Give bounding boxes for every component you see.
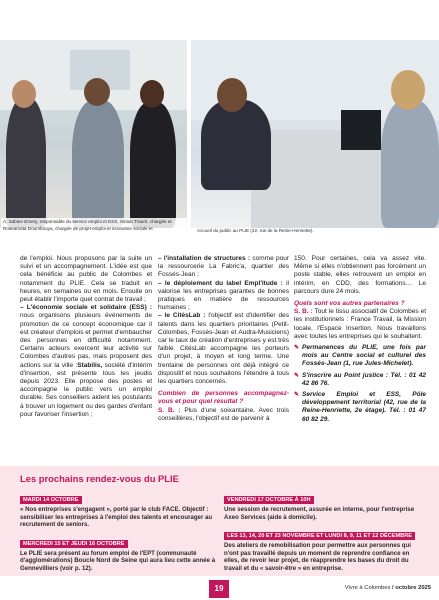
bold-heading: – le déploiement du label Empl'itude : [158, 279, 283, 287]
paragraph: 150. Pour certaines, cela va assez vite. Même si elles n'obtiennent pas forcément un poste stable, elles retrouvent un emploi en intérim, en CDD, des formations… Le parcours dure 24 mois. [294, 255, 426, 295]
article-column-1 [20, 255, 152, 419]
bold-heading: – le CitésLab : [158, 312, 206, 320]
paragraph: Plus d'une soixantaine. Avec trois conseillères, l'objectif est de parvenir à [158, 406, 289, 422]
pin-icon: ✎ [294, 392, 300, 399]
event-date: LES 13, 14, 20 ET 23 NOVEMBRE ET LUNDI 8, 9, 11 ET 12 DÉCEMBRE [224, 532, 415, 540]
paragraph: nous organisons plusieurs événements de promotion de ce concept économique car il est créateur d'emplois et permet d'embaucher des personnes en difficulté notamment. Certains acteurs exercent leur activité sur Colombes d'autres pas, mais proposent des actions sur la ville : [20, 312, 152, 369]
event-description: Des ateliers de remobilisation pour permettre aux personnes qui n'ont pas travaillé depuis un moment de reprendre confiance en elles, de revoir leur projet, de réapprendre les bases du droit du travail et du « savoir-être » en entreprise. [224, 542, 411, 572]
issue-date: octobre 2025 [395, 585, 431, 591]
agenda-box [0, 466, 439, 576]
photo-strip [0, 40, 439, 228]
article-column-2 [158, 255, 289, 423]
event-description: Une session de recrutement, assurée en interne, pour l'entreprise Axeo Services (aide à domicile). [224, 506, 415, 521]
event-date: MARDI 14 OCTOBRE [20, 496, 82, 504]
separator: / [392, 585, 396, 591]
paragraph: de l'emploi. Nous proposons par la suite un suivi et un accompagnement. L'idée est que cela bénéficie au public de Colombes et notamment du PLIE. Cela se traduit en heures, en semaines ou en mois. Ensuite on peut établir l'importe quel contrat de travail ; [20, 255, 152, 304]
bold-heading: – L'économie sociale et solidaire (ESS) : [20, 304, 152, 312]
publication-name: Vivre à Colombes [344, 585, 391, 591]
bold-term: Stabilis, [77, 361, 103, 369]
info-note [294, 372, 426, 388]
agenda-event [20, 532, 216, 573]
event-date: VENDREDI 17 OCTOBRE À 10H [224, 496, 314, 504]
article-body [0, 255, 439, 467]
agenda-column-left [20, 488, 216, 576]
caption-right: Accueil du public au PLIE (42, rue de la Reine-Henriette). [197, 228, 314, 233]
paragraph: comme pour la ressourcerie La Fabric'a, quartier des Fossés-Jean ; [158, 255, 289, 279]
photo-reception [191, 40, 439, 228]
note-text: Service Emploi et ESS, Pôle développement territorial (42, rue de la Reine-Henriette, 2e étage). Tél. : 01 47 60 82 29. [302, 391, 426, 423]
photo-team [0, 40, 187, 228]
agenda-event [224, 524, 424, 572]
agenda-column-right [224, 488, 424, 576]
interview-question: Combien de personnes accompagnez-vous et pour quel résultat ? [158, 390, 289, 406]
note-text: S'inscrire au Point justice : Tél. : 01 42 42 86 76. [302, 371, 426, 387]
page-footer [0, 576, 439, 600]
speaker-initials: S. B. : [158, 406, 181, 414]
photo-captions [0, 214, 439, 244]
page-number: 19 [209, 580, 229, 598]
note-text: Permanences du PLIE, une fois par mois au Centre social et culturel des Fossés-Jean (1, rue Jules-Michelet). [302, 344, 426, 368]
interview-question: Quels sont vos autres partenaires ? [294, 300, 405, 308]
event-date: MERCREDI 15 ET JEUDI 16 OCTOBRE [20, 540, 128, 548]
paragraph: Tout le tissu associatif de Colombes et les institutionnels : France Travail, la Mission locale, l'Espace Insertion. Nous travaillons avec toutes les entreprises qui le souhaitent. [294, 308, 426, 340]
agenda-event [20, 488, 216, 529]
agenda-event [224, 488, 424, 521]
pin-icon: ✎ [294, 345, 300, 352]
publication-line [345, 585, 431, 591]
info-note [294, 344, 426, 369]
pin-icon: ✎ [294, 372, 300, 379]
paragraph: il valorise les entreprises garantes de bonnes pratiques en matière de ressources humaines ; [158, 279, 289, 312]
event-description: « Nos entreprises s'engagent », porté par le club FACE. Objectif : sensibiliser les entreprises à l'emploi des talents et encourager au recrutement de seniors. [20, 506, 213, 529]
agenda-title: Les prochains rendez-vous du PLIE [20, 473, 179, 484]
article-column-3 [294, 255, 426, 424]
caption-left: A, Sabine Emery, responsable du service emploi et ESS, Sinton Traoré, chargée et Roseamata Doumbouya, chargée de projet emploi et économie sociale et [1, 218, 187, 233]
info-note [294, 391, 426, 424]
bold-heading: – l'installation de structures : [158, 255, 251, 262]
speaker-initials: S. B. : [294, 308, 313, 316]
paragraph: société d'intérim d'insertion, est présente tous les jeudis depuis 2023. Elle propose des postes et accompagne le public vers un emploi durable. Ses conseillers aident les postulants à trouver un logement ou des gardes d'enfant pour favoriser l'insertion ; [20, 361, 152, 418]
paragraph: l'objectif est d'identifier des talents dans les quartiers prioritaires (Petit-Colombes, Fossés-Jean et Audra-Musiciens) car le taux de création d'entreprises y est très faible. CitésLab accompagne les porteurs d'un projet, à moyen et long terme. Une trentaine de personnes ont déjà intégré ce dispositif et nous souhaitons l'étendre à tous les quartiers concernés. [158, 312, 289, 386]
event-description: Le PLIE sera présent au forum emploi de l'EPT (communauté d'agglomérations) Boucle Nord de Seine qui aura lieu cette année à Gennevilliers (voir p. 12). [20, 549, 216, 572]
